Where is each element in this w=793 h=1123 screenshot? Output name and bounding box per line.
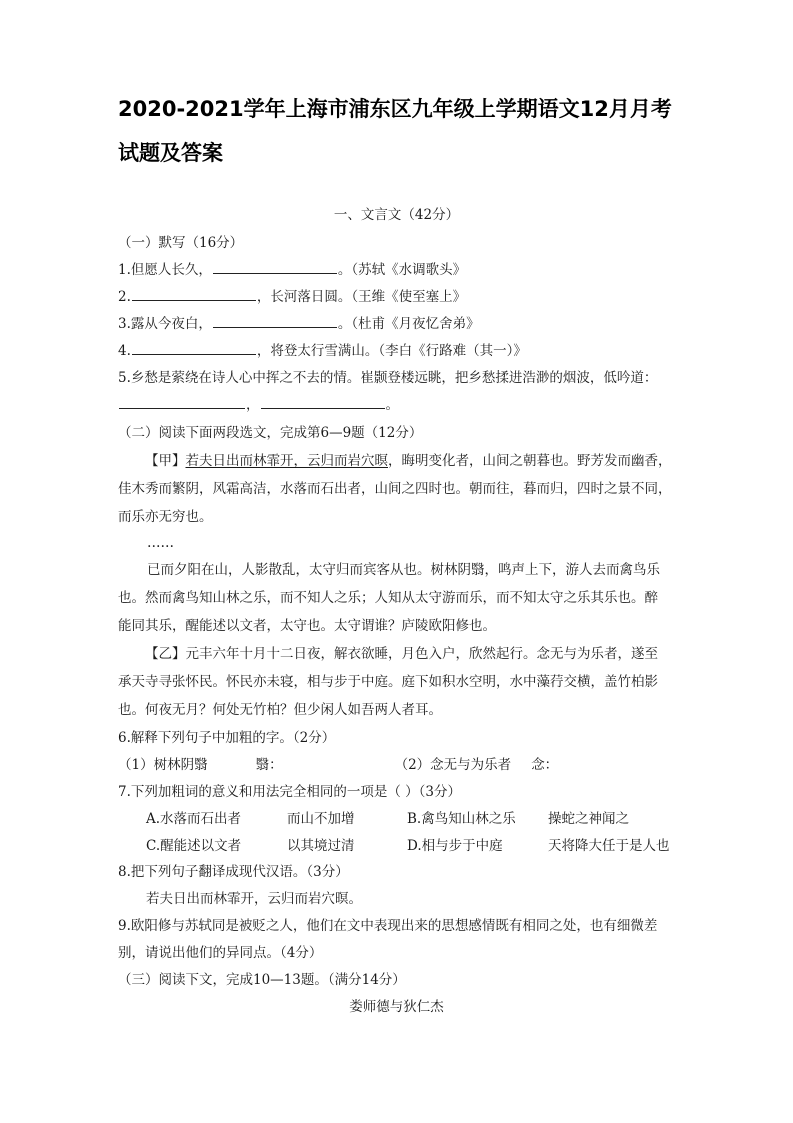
- section-heading: 一、文言文（42分）: [333, 207, 460, 223]
- passage-jia-text: ，晦明变化者，山间之朝暮也。野芳发而幽香，: [388, 453, 672, 469]
- q6-item-2-word: 念：: [531, 757, 559, 773]
- q3-suffix: 。（杜甫《月夜忆舍弟》: [337, 316, 480, 332]
- answer-blank[interactable]: [261, 396, 385, 409]
- q6-item-2: （2）念无与为乐者: [394, 757, 512, 773]
- question-2: [118, 288, 466, 306]
- q7-option-A: A.水落而石出者: [146, 811, 242, 827]
- answer-blank[interactable]: [119, 396, 245, 409]
- question-9-line-1: 9.欧阳修与苏轼同是被贬之人，他们在文中表现出来的思想感情既有相同之处，也有细微差: [118, 918, 658, 934]
- passage-jia-p2-line-1: 已而夕阳在山，人影散乱，太守归而宾客从也。树林阴翳，鸣声上下，游人去而禽鸟乐: [147, 562, 660, 578]
- q4-prefix: 4.: [118, 343, 131, 359]
- q1-prefix: 1.但愿人长久，: [118, 262, 212, 278]
- passage-yi-line-2: 承天寺寻张怀民。怀民亦未寝，相与步于中庭。庭下如积水空明，水中藻荇交横，盖竹柏影: [118, 674, 658, 690]
- answer-blank[interactable]: [213, 261, 337, 274]
- passage-jia-line-3: 而乐亦无穷也。: [118, 509, 213, 525]
- q1-suffix: 。（苏轼《水调歌头》: [337, 262, 467, 278]
- underlined-sentence: 若夫日出而林霏开，云归而岩穴暝: [185, 453, 388, 469]
- q2-prefix: 2.: [118, 289, 131, 305]
- question-8-sentence: 若夫日出而林霏开，云归而岩穴暝。: [146, 891, 362, 907]
- q7-option-B-pair: 操蛇之神闻之: [548, 811, 629, 827]
- document-title-line-2: 试题及答案: [118, 141, 223, 165]
- answer-blank[interactable]: [132, 288, 256, 301]
- q6-item-1: （1）树林阴翳: [118, 757, 208, 773]
- q4-suffix: ，将登太行雪满山。（李白《行路难（其一）》: [256, 343, 527, 359]
- q7-option-C: C.醒能述以文者: [146, 838, 242, 854]
- q7-option-D-pair: 天将降大任于是人也: [548, 838, 670, 854]
- answer-blank[interactable]: [132, 342, 256, 355]
- question-5: 5.乡愁是萦绕在诗人心中挥之不去的情。崔颢登楼远眺，把乡愁揉进浩渺的烟波，低吟道：: [118, 370, 658, 386]
- question-1: [118, 261, 466, 279]
- q7-option-A-pair: 而山不加增: [287, 811, 355, 827]
- q7-option-B: B.禽鸟知山林之乐: [407, 811, 516, 827]
- q2-suffix: ，长河落日圆。（王维《使至塞上》: [256, 289, 467, 305]
- part3-heading: （三）阅读下文，完成10—13题。（满分14分）: [118, 972, 406, 988]
- q7-option-D: D.相与步于中庭: [407, 838, 503, 854]
- q7-option-C-pair: 以其境过清: [287, 838, 355, 854]
- answer-blank[interactable]: [213, 315, 337, 328]
- q3-prefix: 3.露从今夜白，: [118, 316, 212, 332]
- passage-yi-line-3: 也。何夜无月？何处无竹柏？但少闲人如吾两人者耳。: [118, 702, 442, 718]
- part2-heading: （二）阅读下面两段选文，完成第6—9题（12分）: [118, 425, 423, 441]
- q5-separator: ，: [246, 397, 260, 413]
- q5-end: 。: [385, 397, 399, 413]
- passage-jia-line-2: 佳木秀而繁阴，风霜高洁，水落而石出者，山间之四时也。朝而往，暮而归，四时之景不同，: [118, 481, 672, 497]
- document-title-line-1: 2020-2021学年上海市浦东区九年级上学期语文12月月考: [118, 97, 672, 121]
- question-6-items: [118, 756, 558, 774]
- passage-jia-line-1: [145, 452, 672, 470]
- passage-jia-label: 【甲】: [145, 453, 186, 469]
- article-title: 娄师德与狄仁杰: [349, 999, 444, 1015]
- question-4: [118, 342, 527, 360]
- question-6: 6.解释下列句子中加粗的字。（2分）: [118, 730, 336, 746]
- ellipsis: ……: [147, 535, 174, 551]
- question-8: 8.把下列句子翻译成现代汉语。（3分）: [118, 864, 349, 880]
- question-7: 7.下列加粗词的意义和用法完全相同的一项是（ ）（3分）: [118, 784, 462, 800]
- passage-yi-line-1: 【乙】元丰六年十月十二日夜，解衣欲睡，月色入户，欣然起行。念无与为乐者，遂至: [145, 646, 658, 662]
- passage-jia-p2-line-2: 也。然而禽鸟知山林之乐，而不知人之乐；人知从太守游而乐，而不知太守之乐其乐也。醉: [118, 590, 658, 606]
- question-9-line-2: 别，请说出他们的异同点。（4分）: [118, 945, 323, 961]
- q6-item-1-word: 翳：: [255, 757, 283, 773]
- question-3: [118, 315, 480, 333]
- question-5-blanks: [118, 396, 399, 414]
- passage-jia-p2-line-3: 能同其乐，醒能述以文者，太守也。太守谓谁？庐陵欧阳修也。: [118, 618, 496, 634]
- part1-heading: （一）默写（16分）: [118, 235, 244, 251]
